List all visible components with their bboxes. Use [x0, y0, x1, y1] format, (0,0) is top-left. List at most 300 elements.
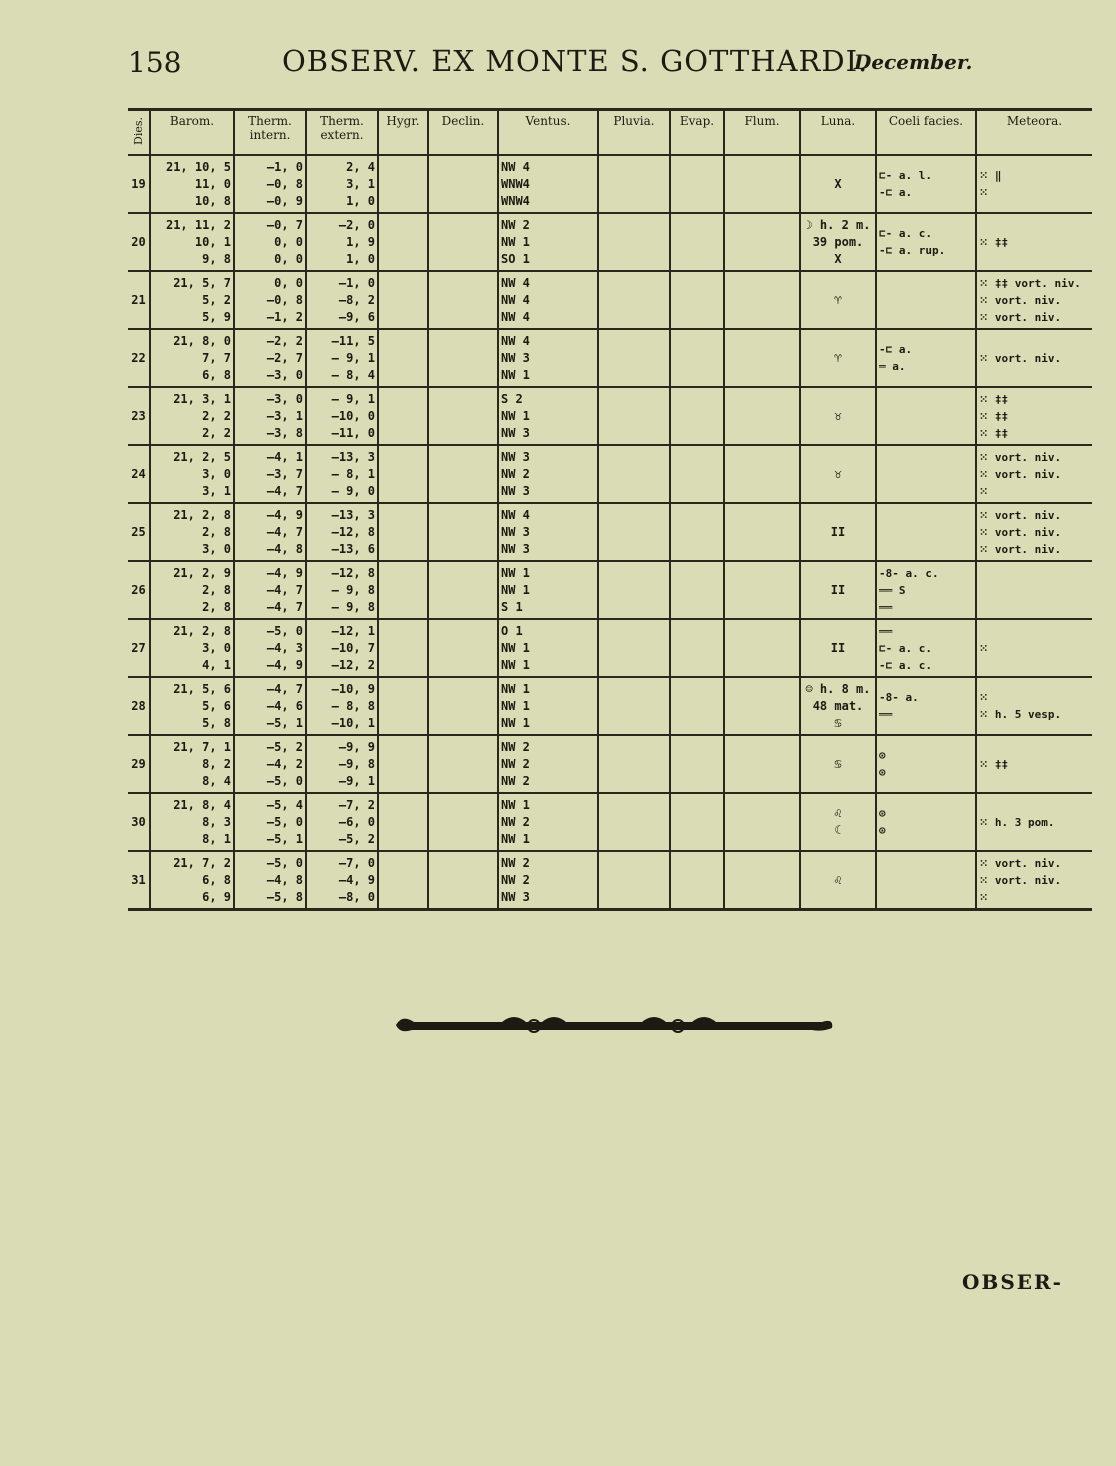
cell-meteora [976, 329, 1092, 387]
cell-coeli-facies [876, 155, 976, 213]
cell-declin [428, 619, 498, 677]
cell-pluvia [598, 329, 670, 387]
col-coeli-facies: Coeli facies. [876, 110, 976, 156]
cell-line: — 9, 1 [331, 350, 375, 365]
cell-hygr [378, 503, 428, 561]
cell-line: —9, 8 [338, 756, 375, 771]
cell-flum [724, 155, 800, 213]
table-row [128, 155, 1092, 213]
cell-dies: 22 [128, 329, 150, 387]
cell-declin [428, 329, 498, 387]
cell-dies: 28 [128, 677, 150, 735]
cell-flum [724, 503, 800, 561]
cell-barom [150, 735, 234, 793]
cell-line: ⁙ vort. niv. [979, 450, 1062, 464]
cell-line: —4, 9 [266, 657, 303, 672]
cell-line: 2, 8 [202, 582, 231, 597]
cell-line: 39 pom. [812, 234, 864, 249]
cell-line: 6, 8 [202, 872, 231, 887]
cell-flum [724, 445, 800, 503]
cell-line: ♌ [834, 872, 842, 887]
cell-therm-intern [234, 619, 306, 677]
cell-coeli-facies [876, 561, 976, 619]
cell-line: 5, 6 [202, 698, 231, 713]
cell-coeli-facies [876, 387, 976, 445]
cell-line: ⁙ ‡‡ [979, 235, 1009, 249]
cell-therm-extern [306, 445, 378, 503]
cell-line: ⁙ vort. niv. [979, 856, 1062, 870]
cell-line: NW 3 [501, 889, 530, 904]
cell-declin [428, 445, 498, 503]
cell-declin [428, 677, 498, 735]
cell-line: 8, 4 [202, 773, 231, 788]
cell-line: ♈ [834, 292, 842, 307]
cell-dies: 27 [128, 619, 150, 677]
cell-line: 1, 0 [346, 193, 375, 208]
cell-line: —12, 8 [331, 524, 375, 539]
cell-flum [724, 329, 800, 387]
cell-line: —4, 6 [266, 698, 303, 713]
cell-line: ⁙ vort. niv. [979, 508, 1062, 522]
cell-line: NW 4 [501, 507, 530, 522]
cell-line: SO 1 [501, 251, 530, 266]
cell-declin [428, 387, 498, 445]
cell-line: 6, 8 [202, 367, 231, 382]
cell-line: 2, 8 [202, 524, 231, 539]
cell-line: ♋ [834, 715, 842, 730]
cell-pluvia [598, 561, 670, 619]
cell-line: NW 3 [501, 541, 530, 556]
cell-line: —6, 0 [338, 814, 375, 829]
cell-meteora [976, 387, 1092, 445]
cell-line: —5, 2 [266, 739, 303, 754]
cell-line: ⁙ h. 5 vesp. [979, 708, 1062, 721]
cell-line: —12, 8 [331, 565, 375, 580]
cell-line: 2, 2 [202, 408, 231, 423]
cell-luna [800, 793, 876, 851]
cell-line: ☾ [834, 823, 842, 837]
cell-line: 21, 10, 5 [165, 159, 231, 174]
cell-line: —5, 1 [266, 715, 303, 730]
table-row [128, 677, 1092, 735]
cell-flum [724, 387, 800, 445]
cell-line: —5, 2 [338, 831, 375, 846]
cell-ventus [498, 445, 598, 503]
cell-line: —5, 4 [266, 797, 303, 812]
cell-line: —4, 1 [266, 449, 303, 464]
col-luna: Luna. [800, 110, 876, 156]
cell-line: WNW4 [501, 193, 530, 208]
cell-line: —5, 8 [266, 889, 303, 904]
cell-line: — 9, 1 [331, 391, 375, 406]
cell-line: —8, 0 [338, 889, 375, 904]
cell-evap [670, 619, 724, 677]
cell-line: 5, 8 [202, 715, 231, 730]
cell-ventus [498, 677, 598, 735]
cell-line: —2, 7 [266, 350, 303, 365]
cell-line: —4, 9 [338, 872, 375, 887]
cell-line: — 8, 4 [331, 367, 375, 382]
cell-meteora [976, 735, 1092, 793]
cell-meteora [976, 619, 1092, 677]
cell-pluvia [598, 735, 670, 793]
cell-line: 3, 0 [202, 640, 231, 655]
cell-dies: 19 [128, 155, 150, 213]
cell-line: ⁙ ‡‡ vort. niv. [979, 276, 1081, 290]
cell-line: ⊏‑ a. c. [879, 227, 932, 240]
cell-line: —2, 2 [266, 333, 303, 348]
cell-line: —13, 3 [331, 507, 375, 522]
cell-line: NW 3 [501, 483, 530, 498]
cell-line: 3, 0 [202, 541, 231, 556]
cell-line: —9, 6 [338, 309, 375, 324]
col-declin: Declin. [428, 110, 498, 156]
cell-therm-extern [306, 503, 378, 561]
cell-meteora [976, 503, 1092, 561]
cell-declin [428, 213, 498, 271]
cell-line: ══ [879, 708, 893, 721]
cell-therm-intern [234, 213, 306, 271]
cell-flum [724, 561, 800, 619]
cell-hygr [378, 851, 428, 910]
cell-line: —3, 8 [266, 425, 303, 440]
cell-line: — 9, 8 [331, 582, 375, 597]
cell-line: ‑⊏ a. [879, 343, 913, 356]
cell-line: —9, 1 [338, 773, 375, 788]
cell-therm-extern [306, 329, 378, 387]
cell-line: 21, 2, 9 [173, 565, 231, 580]
cell-line: NW 3 [501, 350, 530, 365]
cell-line: —4, 8 [266, 541, 303, 556]
cell-therm-intern [234, 387, 306, 445]
cell-line: 11, 0 [194, 176, 231, 191]
cell-line: —13, 3 [331, 449, 375, 464]
col-meteora: Meteora. [976, 110, 1092, 156]
cell-line: ⁙ vort. niv. [979, 310, 1062, 324]
cell-line: 8, 2 [202, 756, 231, 771]
table-row [128, 445, 1092, 503]
cell-declin [428, 503, 498, 561]
cell-therm-intern [234, 735, 306, 793]
cell-line: NW 4 [501, 309, 530, 324]
cell-ventus [498, 213, 598, 271]
table-row [128, 793, 1092, 851]
month-label: December. [854, 50, 973, 74]
cell-line: NW 1 [501, 797, 530, 812]
cell-line: 48 mat. [812, 698, 864, 713]
table-row [128, 213, 1092, 271]
cell-line: 8, 3 [202, 814, 231, 829]
cell-line: —4, 3 [266, 640, 303, 655]
cell-line: ‑8‑ a. c. [879, 566, 939, 580]
cell-pluvia [598, 445, 670, 503]
cell-flum [724, 619, 800, 677]
cell-luna [800, 387, 876, 445]
cell-line: O 1 [501, 623, 523, 638]
cell-line: NW 3 [501, 449, 530, 464]
cell-therm-intern [234, 445, 306, 503]
cell-pluvia [598, 793, 670, 851]
cell-therm-extern [306, 213, 378, 271]
cell-line: —1, 0 [266, 159, 303, 174]
col-hygr: Hygr. [378, 110, 428, 156]
cell-luna [800, 677, 876, 735]
cell-declin [428, 735, 498, 793]
cell-dies: 20 [128, 213, 150, 271]
cell-line: ⁙ vort. niv. [979, 467, 1062, 481]
cell-hygr [378, 735, 428, 793]
cell-line: — 9, 8 [331, 599, 375, 614]
cell-luna [800, 445, 876, 503]
cell-line: NW 4 [501, 275, 530, 290]
cell-luna [800, 561, 876, 619]
cell-line: 21, 5, 6 [173, 681, 231, 696]
cell-line: ⁙ [979, 484, 989, 498]
cell-line: ⁙ ‡‡ [979, 757, 1009, 771]
cell-ventus [498, 561, 598, 619]
cell-line: ══ S [879, 583, 906, 597]
cell-line: NW 1 [501, 234, 530, 249]
cell-therm-extern [306, 677, 378, 735]
cell-line: —7, 2 [338, 797, 375, 812]
cell-line: NW 1 [501, 408, 530, 423]
cell-line: 10, 1 [194, 234, 231, 249]
cell-dies: 26 [128, 561, 150, 619]
cell-pluvia [598, 387, 670, 445]
cell-hygr [378, 793, 428, 851]
cell-pluvia [598, 619, 670, 677]
cell-line: —3, 1 [266, 408, 303, 423]
cell-ventus [498, 387, 598, 445]
table-row [128, 271, 1092, 329]
cell-line: —4, 9 [266, 507, 303, 522]
cell-line: 2, 4 [346, 159, 375, 174]
cell-line: 5, 2 [202, 292, 231, 307]
cell-line: —10, 9 [331, 681, 375, 696]
cell-line: 21, 5, 7 [173, 275, 231, 290]
cell-evap [670, 155, 724, 213]
cell-line: ⁙ vort. niv. [979, 525, 1062, 539]
header-row [128, 110, 1092, 156]
cell-line: WNW4 [501, 176, 530, 191]
cell-line: —4, 9 [266, 565, 303, 580]
cell-line: NW 2 [501, 739, 530, 754]
cell-ventus [498, 793, 598, 851]
cell-therm-extern [306, 793, 378, 851]
cell-therm-intern [234, 503, 306, 561]
cell-line: NW 1 [501, 582, 530, 597]
cell-line: ⊙ [879, 824, 886, 837]
cell-coeli-facies [876, 213, 976, 271]
cell-line: —2, 0 [338, 217, 375, 232]
cell-line: —5, 0 [266, 623, 303, 638]
cell-barom [150, 793, 234, 851]
cell-line: —9, 9 [338, 739, 375, 754]
col-therm-extern: Therm. extern. [306, 110, 378, 156]
cell-line: NW 1 [501, 681, 530, 696]
cell-barom [150, 561, 234, 619]
cell-line: NW 3 [501, 425, 530, 440]
cell-line: —3, 7 [266, 466, 303, 481]
cell-ventus [498, 503, 598, 561]
cell-line: 9, 8 [202, 251, 231, 266]
cell-line: ♉ [834, 408, 842, 423]
cell-line: ⁙ vort. niv. [979, 542, 1062, 556]
cell-line: 10, 8 [194, 193, 231, 208]
cell-line: ⁙ h. 3 pom. [979, 815, 1055, 829]
cell-flum [724, 851, 800, 910]
cell-flum [724, 735, 800, 793]
cell-line: X [834, 176, 842, 191]
cell-flum [724, 793, 800, 851]
cell-meteora [976, 271, 1092, 329]
cell-line: —5, 0 [266, 855, 303, 870]
cell-meteora [976, 561, 1092, 619]
cell-luna [800, 155, 876, 213]
cell-evap [670, 793, 724, 851]
cell-line: 21, 7, 2 [173, 855, 231, 870]
cell-dies: 31 [128, 851, 150, 910]
cell-meteora [976, 793, 1092, 851]
cell-coeli-facies [876, 851, 976, 910]
cell-barom [150, 445, 234, 503]
cell-luna [800, 735, 876, 793]
cell-line: 21, 8, 0 [173, 333, 231, 348]
cell-line: NW 2 [501, 855, 530, 870]
cell-meteora [976, 213, 1092, 271]
cell-line: ‑⊏ a. rup. [879, 244, 946, 257]
cell-line: 0, 0 [274, 234, 303, 249]
cell-hygr [378, 213, 428, 271]
cell-barom [150, 155, 234, 213]
cell-line: —10, 1 [331, 715, 375, 730]
cell-line: 2, 2 [202, 425, 231, 440]
cell-therm-intern [234, 793, 306, 851]
cell-line: —5, 0 [266, 814, 303, 829]
cell-meteora [976, 155, 1092, 213]
cell-line: ♈ [834, 350, 842, 365]
cell-coeli-facies [876, 271, 976, 329]
cell-barom [150, 851, 234, 910]
cell-line: ⁙ ‡‡ [979, 409, 1009, 423]
col-barom: Barom. [150, 110, 234, 156]
cell-line: —1, 2 [266, 309, 303, 324]
cell-therm-extern [306, 387, 378, 445]
cell-evap [670, 445, 724, 503]
cell-flum [724, 213, 800, 271]
cell-flum [724, 677, 800, 735]
table-row [128, 561, 1092, 619]
cell-line: ⊙ [879, 807, 886, 820]
cell-line: ⁙ [979, 890, 989, 904]
cell-pluvia [598, 851, 670, 910]
cell-pluvia [598, 271, 670, 329]
cell-therm-extern [306, 851, 378, 910]
col-pluvia: Pluvia. [598, 110, 670, 156]
cell-therm-intern [234, 271, 306, 329]
cell-line: NW 1 [501, 698, 530, 713]
cell-line: ═ a. [879, 360, 906, 373]
cell-line: 21, 2, 8 [173, 507, 231, 522]
cell-pluvia [598, 677, 670, 735]
cell-line: ══ [879, 624, 893, 638]
cell-declin [428, 155, 498, 213]
cell-line: ⊙ [879, 766, 886, 779]
cell-line: ⁙ [979, 186, 989, 199]
cell-evap [670, 503, 724, 561]
cell-meteora [976, 851, 1092, 910]
cell-line: II [830, 582, 846, 597]
cell-line: —0, 9 [266, 193, 303, 208]
cell-line: —4, 2 [266, 756, 303, 771]
col-dies: Dies. [128, 110, 150, 156]
cell-line: —4, 8 [266, 872, 303, 887]
cell-line: 4, 1 [202, 657, 231, 672]
cell-therm-intern [234, 155, 306, 213]
cell-line: —4, 7 [266, 582, 303, 597]
cell-line: II [830, 524, 846, 539]
cell-line: ══ [879, 600, 893, 614]
cell-line: ‑⊏ a. c. [879, 658, 932, 672]
cell-line: — 9, 0 [331, 483, 375, 498]
cell-line: ⊏‑ a. l. [879, 169, 932, 182]
cell-dies: 29 [128, 735, 150, 793]
cell-declin [428, 851, 498, 910]
cell-line: —10, 0 [331, 408, 375, 423]
cell-line: 5, 9 [202, 309, 231, 324]
cell-flum [724, 271, 800, 329]
cell-line: ♉ [834, 466, 842, 481]
cell-line: —5, 1 [266, 831, 303, 846]
cell-line: —11, 5 [331, 333, 375, 348]
cell-declin [428, 271, 498, 329]
cell-line: —4, 7 [266, 524, 303, 539]
cell-line: 21, 2, 8 [173, 623, 231, 638]
cell-line: —3, 0 [266, 367, 303, 382]
cell-coeli-facies [876, 503, 976, 561]
cell-line: ♌ [834, 806, 842, 820]
cell-ventus [498, 155, 598, 213]
cell-line: —5, 0 [266, 773, 303, 788]
cell-line: S 2 [501, 391, 523, 406]
cell-barom [150, 503, 234, 561]
cell-line: ⊙ [879, 749, 886, 762]
table-row [128, 851, 1092, 910]
cell-therm-intern [234, 561, 306, 619]
cell-line: —12, 1 [331, 623, 375, 638]
cell-line: 21, 8, 4 [173, 797, 231, 812]
cell-line: NW 3 [501, 524, 530, 539]
cell-line: X [834, 251, 842, 266]
cell-line: NW 2 [501, 466, 530, 481]
cell-declin [428, 561, 498, 619]
cell-hygr [378, 561, 428, 619]
cell-dies: 23 [128, 387, 150, 445]
cell-line: 7, 7 [202, 350, 231, 365]
cell-evap [670, 271, 724, 329]
cell-line: ⁙ ‖ [979, 169, 1002, 182]
cell-hygr [378, 271, 428, 329]
cell-line: 21, 2, 5 [173, 449, 231, 464]
cell-line: ⁙ ‡‡ [979, 392, 1009, 406]
cell-line: 21, 11, 2 [165, 217, 231, 232]
col-flum: Flum. [724, 110, 800, 156]
table-row [128, 503, 1092, 561]
cell-hygr [378, 329, 428, 387]
cell-line: — 8, 1 [331, 466, 375, 481]
cell-luna [800, 329, 876, 387]
cell-line: NW 1 [501, 640, 530, 655]
